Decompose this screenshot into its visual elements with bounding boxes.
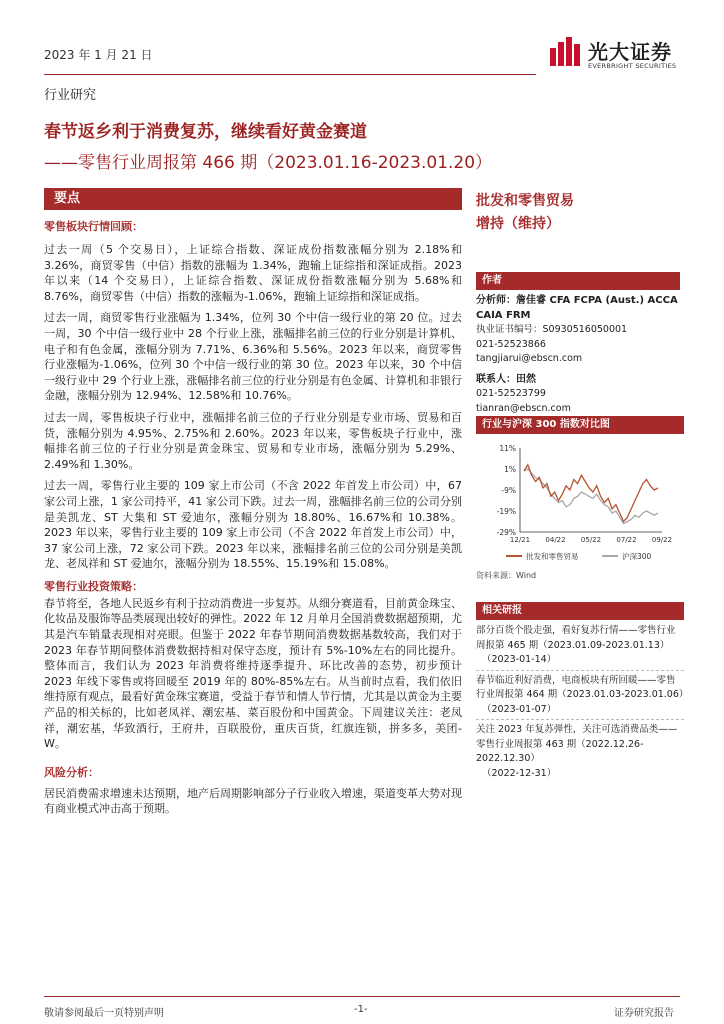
report-title: 春节返乡利于消费复苏，继续看好黄金赛道 [44,122,367,142]
section-heading: 风险分析： [44,765,99,779]
x-tick-label: 12/21 [509,536,531,544]
summary-body [44,214,462,823]
author-box-header: 作者 [476,272,680,290]
page-number: -1- [354,1004,368,1015]
report-subtitle: ——零售行业周报第 466 期（2023.01.16-2023.01.20） [44,153,493,173]
footer-label: 证券研究报告 [614,1008,674,1019]
rating: 增持（维持） [476,216,560,232]
y-tick-label: -19% [496,507,516,516]
index-comparison-chart [476,440,684,570]
section-heading: 零售板块行情回顾： [44,220,143,233]
y-tick-label: -9% [501,486,516,495]
divider [476,670,684,671]
section-heading: 零售行业投资策略： [44,579,143,593]
y-tick-label: 1% [504,465,516,474]
logo-chinese-text: 光大证券 [588,40,672,64]
report-category: 行业研究 [44,88,97,103]
related-report-date: （2023-01-14） [482,654,557,665]
paragraph: 过去一周，零售板块子行业中，涨幅排名前三位的子行业分别是专业市场、贸易和百货，涨幅分别为 4.95%、2.75%和 2.60%。2023 年以来，零售板块子行业中，涨幅排名前三位的子行业分别是黄金珠宝、贸易和专业市场，涨幅分别为 5.29%、2.49%和 1.30%。 [44,410,462,471]
analyst-license: 执业证书编号：S0930516050001 [476,324,628,335]
paragraph: 居民消费需求增速未达预期，地产后周期影响部分子行业收入增速，渠道变革大势对现有商业模式冲击高于预期。 [44,786,462,816]
contact-phone: 021-52523799 [476,388,546,399]
header-divider [44,74,536,75]
logo-english-text: EVERBRIGHT SECURITIES [588,62,677,70]
related-research-list [476,624,689,781]
related-report-title[interactable]: 部分百货个股走强，看好复苏行情——零售行业周报第 465 期（2023.01.09-2023.01.13） [476,625,676,651]
report-date: 2023 年 1 月 21 日 [44,48,153,62]
analyst-email[interactable]: tangjiarui@ebscn.com [476,353,583,364]
series-line [524,465,658,522]
x-tick-label: 05/22 [580,536,602,544]
footer-divider [44,996,680,997]
paragraph: 过去一周，商贸零售行业涨幅为 1.34%，位列 30 个中信一级行业的第 20 位。过去一周，30 个中信一级行业中 28 个行业上涨，涨幅排名前三位的行业分别是计算机、电子和有色金属，涨幅分别为 7.71%、6.36%和 5.56%。2023 年以来，商贸零售行业涨幅为-1.06%，位列 30 个中信一级行业的第 30 位。2023 年以来，30 个中信一级行业中 29 个行业上涨，涨幅排名前三位的行业分别是有色金属、计算机和非银行金融，涨幅分别为 12.94%、12.58%和 10.76%。 [44,311,462,403]
analyst-name: 分析师：詹佳睿 CFA FCPA (Aust.) ACCA CAIA FRM [476,295,678,321]
brand-logo [548,34,688,78]
footer-disclaimer: 敬请参阅最后一页特别声明 [44,1008,164,1019]
related-report-title[interactable]: 春节临近利好消费，电商板块有所回暖——零售行业周报第 464 期（2023.01.03-2023.01.06） [476,674,689,700]
paragraph: 春节将至，各地人民返乡有利于拉动消费进一步复苏。从细分赛道看，目前黄金珠宝、化妆品及服饰等品类展现出较好的弹性。2022 年 12 月单月全国消费数据超预期，尤其是汽车销量表现相对亮眼。但鉴于 2022 年春节期间消费数据基数较高，我们对于 2023 年春节期间整体消费数据持相对保守态度，预计有 5%-10%左右的同比提升。整体而言，我们认为 2023 年消费将维持逐季提升、环比改善的态势，初步预计 2023 年线下零售或将回暖至 2019 年的 80%-85%左右。从当前时点看，我们依旧维持原有观点，最看好黄金珠宝赛道，受益于春节和情人节行情，尤其是以黄金为主要产品的相关标的，比如老凤祥、潮宏基、菜百股份和中国黄金。下周建议关注：老凤祥，潮宏基，华致酒行，王府井，百联股份，重庆百货，红旗连锁，拼多多，美团-W。 [44,596,462,751]
contact-name: 联系人：田然 [476,373,536,385]
analyst-phone: 021-52523866 [476,338,546,350]
contact-email[interactable]: tianran@ebscn.com [476,402,571,414]
y-tick-label: -29% [496,528,516,537]
logo-mark-icon [548,34,582,68]
series-line [524,469,658,524]
related-report-date: （2023-01-07） [482,703,557,715]
related-report-title[interactable]: 关注 2023 年复苏弹性，关注可选消费品类——零售行业周报第 463 期（2022.12.26-2022.12.30） [476,724,678,764]
chart-source: 资料来源：Wind [476,571,537,580]
related-research-header: 相关研报 [476,602,684,620]
related-report-date: （2022-12-31） [482,767,557,779]
paragraph: 过去一周，零售行业主要的 109 家上市公司（不含 2022 年首发上市公司）中，67 家公司上涨，1 家公司持平，41 家公司下跌。过去一周，涨幅排名前三位的公司分别是美凯龙、ST 大集和 ST 爱迪尔，涨幅分别为 18.80%、16.67%和 10.38%。2023 年以来，零售行业主要的 109 家上市公司（不含 2022 年首发上市公司）中，37 家公司上涨，72 家公司下跌。2023 年以来，涨幅排名前三位的公司分别是美凯龙、老凤祥和 ST 爱迪尔，涨幅分别为 18.55%、15.19%和 15.08%。 [44,479,462,571]
legend-label: 沪深300 [622,552,652,561]
sidebar [476,190,680,416]
y-tick-label: 11% [499,444,516,453]
x-tick-label: 09/22 [651,536,673,544]
x-tick-label: 07/22 [616,536,637,544]
paragraph: 过去一周（5 个交易日），上证综合指数、深证成份指数涨幅分别为 2.18%和 3.26%，商贸零售（中信）指数的涨幅为 1.34%，跑输上证综指和深证成指。2023 年以来（14 个交易日），上证综合指数、深证成份指数涨幅分别为 5.68%和 8.76%，商贸零售（中信）指数的涨幅为-1.06%，跑输上证综指和深证成指。 [44,243,462,303]
legend-label: 批发和零售贸易 [526,552,579,561]
chart-header: 行业与沪深 300 指数对比图 [476,416,684,434]
summary-header-bar: 要点 [44,188,462,210]
sector-name: 批发和零售贸易 [476,193,574,209]
x-tick-label: 04/22 [545,536,566,544]
divider [476,719,684,720]
